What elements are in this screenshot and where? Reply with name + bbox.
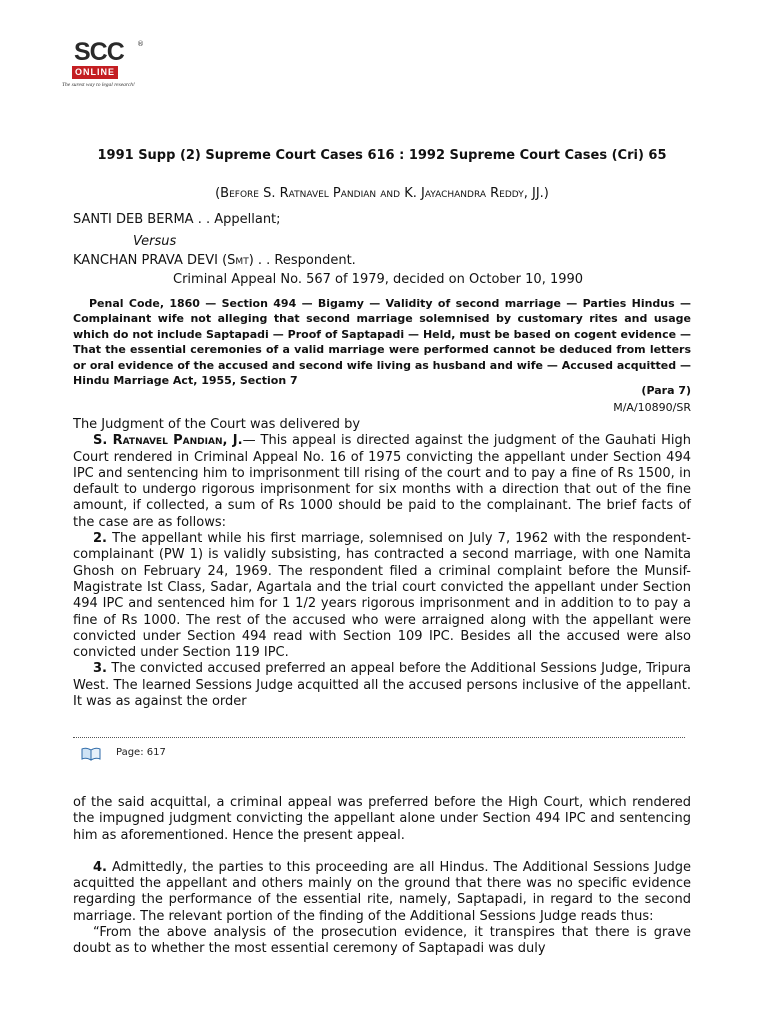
logo-tagline: The surest way to legal research!	[62, 82, 135, 88]
appellant-line: SANTI DEB BERMA . . Appellant;	[73, 212, 281, 227]
respondent-line	[73, 253, 356, 268]
case-number: Criminal Appeal No. 567 of 1979, decided on October 10, 1990	[173, 272, 584, 287]
logo-registered-mark: ®	[137, 40, 144, 48]
paragraph-3-number: 3.	[93, 661, 107, 677]
respondent-name: KANCHAN PRAVA DEVI (	[73, 253, 228, 268]
page-number-label: Page: 617	[116, 747, 166, 758]
versus-line: Versus	[133, 234, 177, 249]
logo-scc-text: SCC	[74, 38, 124, 66]
bench: (Before S. Ratnavel Pandian and K. Jayachandra Reddy, JJ.)	[215, 186, 549, 201]
paragraph-1-text: — This appeal is directed against the judgment of the Gauhati High Court rendered in Criminal Appeal No. 16 of 1975 convicting the appellant under Section 494 IPC and sentencing him to imprisonment till rising of the court and to pay a fine of Rs 1500, in default to undergo rigorous imprisonment for six months with a direction that out of the fine amount, if collected, a sum of Rs 1000 should be paid to the complainant. The brief facts of the case are as follows:	[73, 433, 691, 530]
respondent-role: ) . . Respondent.	[248, 253, 356, 268]
paragraph-1	[73, 433, 691, 531]
para-reference: (Para 7)	[641, 384, 691, 397]
open-book-icon	[80, 746, 102, 762]
judgment-body-bottom	[73, 795, 691, 958]
paragraph-4	[73, 860, 691, 925]
paragraph-2-text: The appellant while his first marriage, solemnised on July 7, 1962 with the respondent-complainant (PW 1) is validly subsisting, has contracted a second marriage, with one Namita Ghosh on February 24, 1969. The respondent filed a criminal complaint before the Munsif-Magistrate Ist Class, Sadar, Agartala and the trial court convicted the appellant under Section 494 IPC and sentenced him for 1 1/2 years rigorous imprisonment and in addition to to pay a fine of Rs 1000. The rest of the accused who were arraigned along with the appellant were convicted under Section 494 read with Section 109 IPC. Besides all the accused were also convicted under Section 119 IPC.	[73, 531, 691, 661]
scc-online-logo	[62, 40, 162, 96]
reference-code: M/A/10890/SR	[613, 401, 691, 414]
judge-name: S. Ratnavel Pandian, J.	[93, 433, 243, 449]
judgment-body-top	[73, 417, 691, 710]
headnote: Penal Code, 1860 — Section 494 — Bigamy — Validity of second marriage — Parties Hindus — Complainant wife not alleging that second marriage solemnised by customary rites and usage which do not include Saptapadi — Proof of Saptapadi — Held, must be based on cogent evidence — That the essential ceremonies of a valid marriage were performed cannot be deduced from letters or oral evidence of the accused and second wife living as husband and wife — Accused acquitted — Hindu Marriage Act, 1955, Section 7	[73, 297, 691, 388]
paragraph-2	[73, 531, 691, 661]
quoted-finding: “From the above analysis of the prosecution evidence, it transpires that there is grave doubt as to whether the most essential ceremony of Saptapadi was duly	[73, 925, 691, 957]
paragraph-3	[73, 661, 691, 710]
logo-online-badge: ONLINE	[72, 66, 118, 79]
case-citation: 1991 Supp (2) Supreme Court Cases 616 : 1992 Supreme Court Cases (Cri) 65	[97, 148, 667, 163]
paragraph-3-text: The convicted accused preferred an appeal before the Additional Sessions Judge, Tripura West. The learned Sessions Judge acquitted all the accused persons inclusive of the appellant. It was as against the order	[73, 661, 691, 710]
respondent-title: Smt	[227, 253, 249, 268]
paragraph-3-continued: of the said acquittal, a criminal appeal was preferred before the High Court, which rendered the impugned judgment convicting the appellant alone under Section 494 IPC and sentencing him as aforementioned. Hence the present appeal.	[73, 795, 691, 843]
paragraph-2-number: 2.	[93, 531, 107, 547]
delivered-by: The Judgment of the Court was delivered by	[73, 417, 361, 432]
paragraph-4-text: Admittedly, the parties to this proceeding are all Hindus. The Additional Sessions Judge acquitted the appellant and others mainly on the ground that there was no specific evidence regarding the performance of the essential rite, namely, Saptapadi, in regard to the second marriage. The relevant portion of the finding of the Additional Sessions Judge reads thus:	[73, 859, 691, 924]
page-break-divider	[73, 737, 685, 738]
paragraph-4-number: 4.	[93, 859, 107, 875]
